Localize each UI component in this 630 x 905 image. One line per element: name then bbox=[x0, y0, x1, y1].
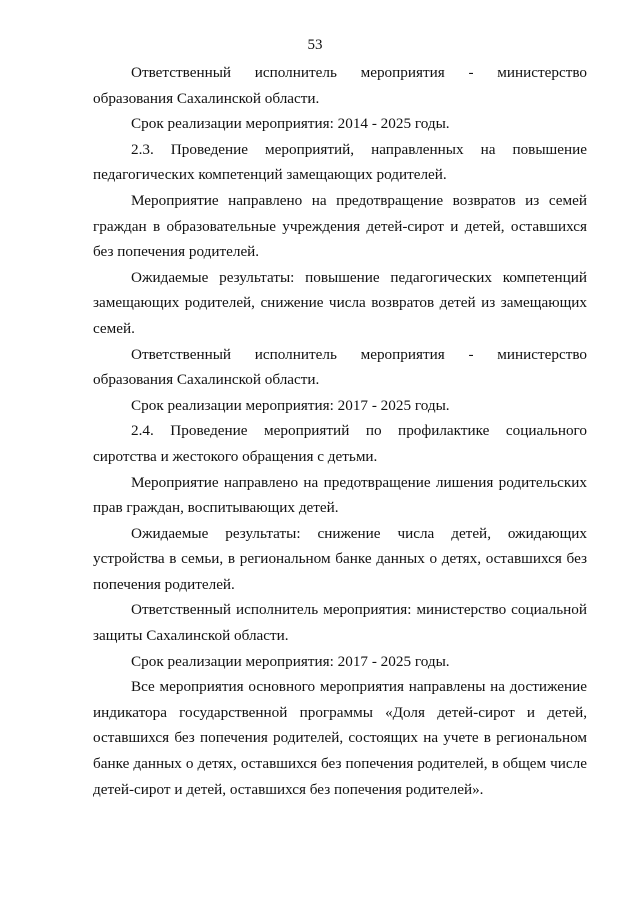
paragraph-deadline-2-3: Срок реализации мероприятия: 2017 - 2025 годы. bbox=[131, 396, 450, 414]
paragraph-summary: Все мероприятия основного мероприятия направлены на достижение индикатора государственной программы «Доля детей-сирот и детей, оставшихся без попечения родителей, состоящих на учете в региональном банке данных о детях, оставшихся без попечения родителей, в общем числе детей-сирот и детей, оставшихся без попечения родителей». bbox=[93, 678, 587, 798]
paragraph-responsible-2-4: Ответственный исполнитель мероприятия: министерство социальной защиты Сахалинской области. bbox=[93, 601, 587, 645]
document-body bbox=[93, 60, 587, 802]
page-number: 53 bbox=[307, 37, 323, 53]
paragraph-results-2-3: Ожидаемые результаты: повышение педагогических компетенций замещающих родителей, снижение числа возвратов детей из замещающих семей. bbox=[93, 268, 587, 337]
paragraph-item-2-3: 2.3. Проведение мероприятий, направленных на повышение педагогических компетенций замещающих родителей. bbox=[93, 140, 587, 184]
paragraph-responsible-2-3: Ответственный исполнитель мероприятия - министерство образования Сахалинской области. bbox=[93, 345, 587, 389]
paragraph-deadline-1: Срок реализации мероприятия: 2014 - 2025 годы. bbox=[131, 115, 450, 133]
paragraph-responsible-1: Ответственный исполнитель мероприятия - министерство образования Сахалинской области. bbox=[93, 64, 587, 107]
paragraph-purpose-2-3: Мероприятие направлено на предотвращение возвратов из семей граждан в образовательные учреждения детей-сирот и детей, оставшихся без попечения родителей. bbox=[93, 191, 587, 261]
paragraph-results-2-4: Ожидаемые результаты: снижение числа детей, ожидающих устройства в семьи, в региональном банке данных о детях, оставшихся без попечения родителей. bbox=[93, 524, 587, 593]
paragraph-deadline-2-4: Срок реализации мероприятия: 2017 - 2025 годы. bbox=[131, 652, 450, 670]
paragraph-purpose-2-4: Мероприятие направлено на предотвращение лишения родительских прав граждан, воспитывающих детей. bbox=[93, 473, 587, 517]
paragraph-item-2-4: 2.4. Проведение мероприятий по профилактике социального сиротства и жестокого обращения с детьми. bbox=[93, 422, 587, 465]
